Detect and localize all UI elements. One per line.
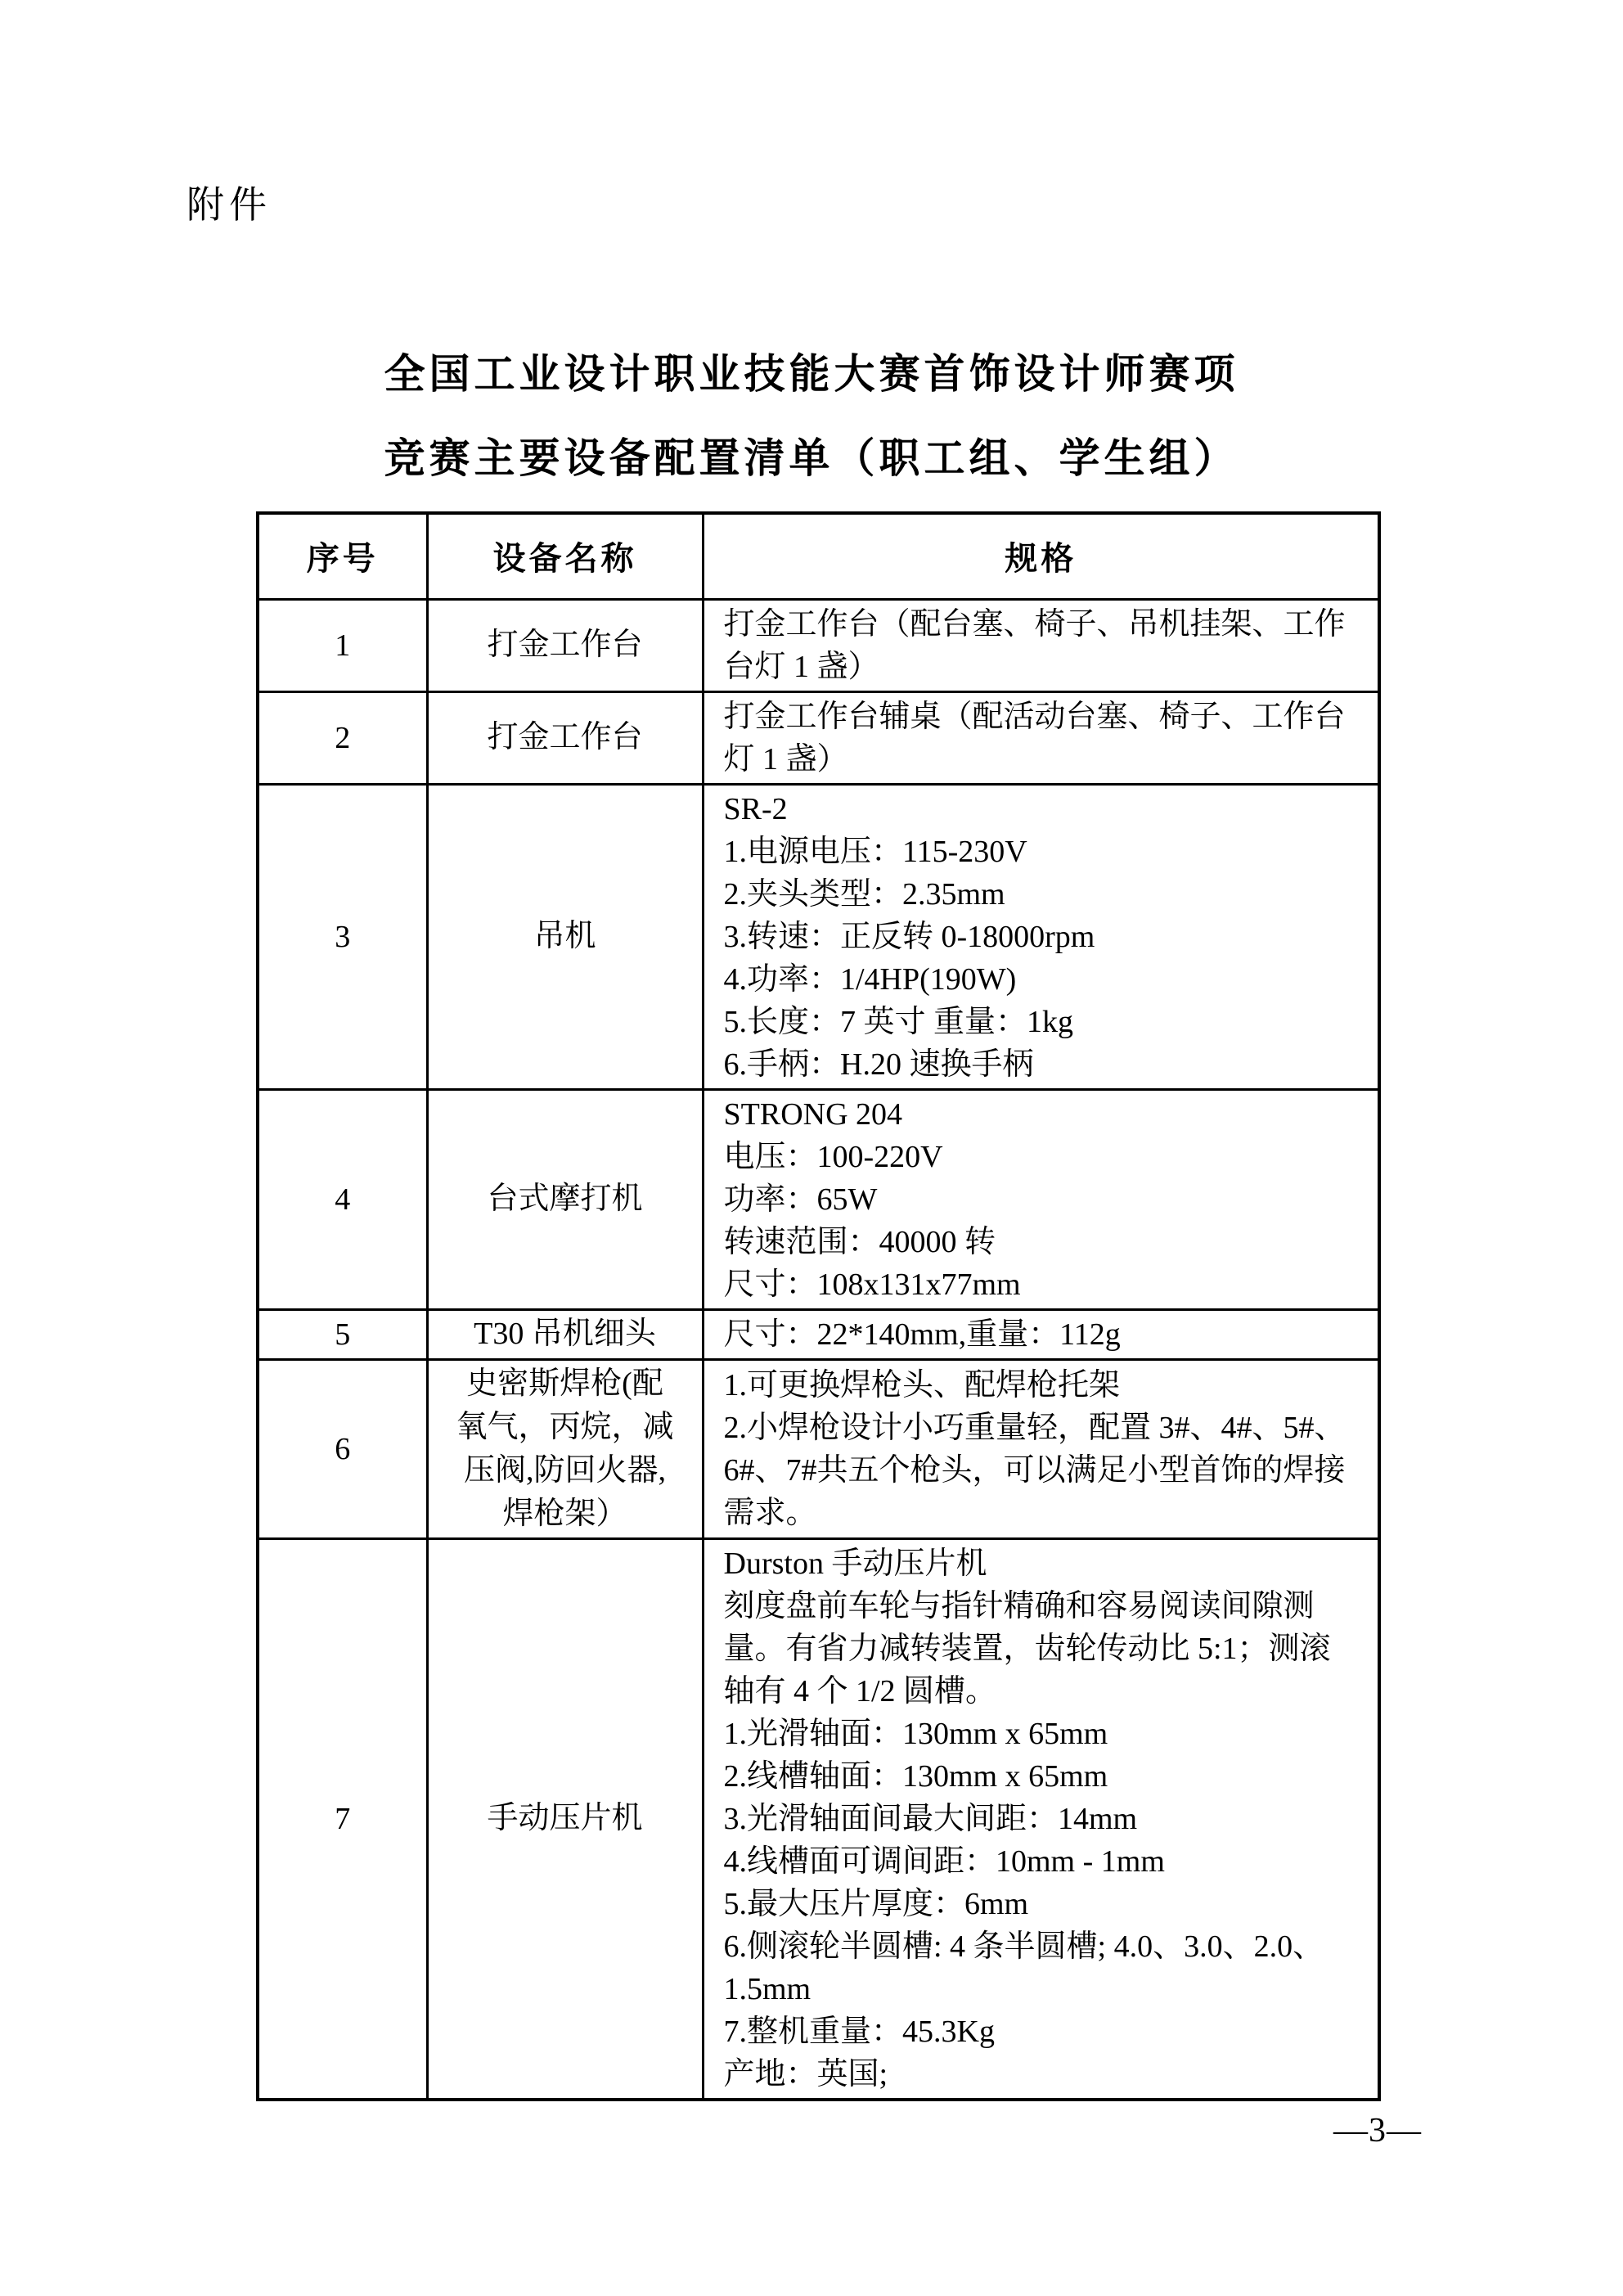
spec-cell [703,1359,1379,1538]
title-line-2: 竞赛主要设备配置清单（职工组、学生组） [384,435,1239,481]
spec-cell [703,1089,1379,1309]
document-title [15,353,1608,479]
spec-line: STRONG 204 [723,1096,903,1132]
spec-line: 功率：65W [723,1182,878,1217]
spec-cell [703,1309,1379,1359]
header-cell-spec: 规格 [703,513,1379,599]
table-row [258,1359,1379,1538]
equipment-table [256,511,1381,2101]
header-cell-index: 序号 [258,513,427,599]
row-index-cell: 1 [258,599,427,691]
attachment-label: 附件 [187,183,272,226]
spec-line: 2.线槽轴面：130mm x 65mm [723,1758,1108,1794]
table-row [258,784,1379,1089]
spec-line: 1.可更换焊枪头、配焊枪托架 [723,1367,1121,1402]
spec-line: 刻度盘前车轮与指针精确和容易阅读间隙测量。有省力减转装置，齿轮传动比 5:1；测滚轴有 4 个 1/2 圆槽。 [723,1588,1331,1708]
spec-cell [703,784,1379,1089]
equipment-name-cell: 台式摩打机 [427,1089,703,1309]
spec-line: SR-2 [723,791,788,826]
spec-line: 1.电源电压：115-230V [723,834,1027,869]
row-index-cell: 5 [258,1309,427,1359]
equipment-name-cell: 吊机 [427,784,703,1089]
page-number: —3— [1333,2112,1422,2150]
spec-line: 打金工作台（配台塞、椅子、吊机挂架、工作台灯 1 盏） [723,606,1346,684]
spec-line: 3.光滑轴面间最大间距：14mm [723,1801,1138,1836]
spec-line: 5.长度：7 英寸 重量：1kg [723,1004,1074,1039]
title-line-1: 全国工业设计职业技能大赛首饰设计师赛项 [384,351,1239,397]
spec-cell [703,1538,1379,2100]
spec-line: 6.侧滚轮半圆槽: 4 条半圆槽; 4.0、3.0、2.0、1.5mm [723,1929,1324,2006]
equipment-name-cell: T30 吊机细头 [427,1309,703,1359]
table-row [258,1089,1379,1309]
spec-line: Durston 手动压片机 [723,1546,987,1581]
table-row [258,691,1379,784]
spec-line: 转速范围：40000 转 [723,1224,996,1259]
equipment-name-cell: 打金工作台 [427,691,703,784]
table-header-row [258,513,1379,599]
equipment-name-cell: 打金工作台 [427,599,703,691]
row-index-cell: 3 [258,784,427,1089]
spec-line: 尺寸：22*140mm,重量：112g [723,1317,1121,1352]
spec-line: 7.整机重量：45.3Kg [723,2014,995,2049]
equipment-name-cell: 手动压片机 [427,1538,703,2100]
spec-cell [703,691,1379,784]
spec-line: 尺寸：108x131x77mm [723,1267,1021,1302]
spec-line: 4.功率：1/4HP(190W) [723,961,1017,997]
row-index-cell: 2 [258,691,427,784]
spec-line: 6.手柄：H.20 速换手柄 [723,1047,1034,1082]
spec-line: 产地：英国; [723,2056,888,2091]
row-index-cell: 4 [258,1089,427,1309]
header-cell-name: 设备名称 [427,513,703,599]
table-row [258,1309,1379,1359]
spec-line: 打金工作台辅桌（配活动台塞、椅子、工作台灯 1 盏） [723,699,1346,777]
spec-cell [703,599,1379,691]
table-row [258,599,1379,691]
spec-line: 5.最大压片厚度：6mm [723,1886,1029,1921]
spec-line: 电压：100-220V [723,1139,943,1174]
spec-line: 3.转速：正反转 0-18000rpm [723,919,1095,954]
row-index-cell: 7 [258,1538,427,2100]
equipment-name-cell: 史密斯焊枪(配氧气，丙烷，减压阀,防回火器,焊枪架） [427,1359,703,1538]
spec-line: 1.光滑轴面：130mm x 65mm [723,1716,1108,1751]
spec-line: 4.线槽面可调间距：10mm - 1mm [723,1844,1165,1879]
table-row [258,1538,1379,2100]
row-index-cell: 6 [258,1359,427,1538]
spec-line: 2.小焊枪设计小巧重量轻，配置 3#、4#、5#、6#、7#共五个枪头，可以满足小型首饰的焊接需求。 [723,1410,1346,1530]
spec-line: 2.夹头类型：2.35mm [723,876,1005,912]
